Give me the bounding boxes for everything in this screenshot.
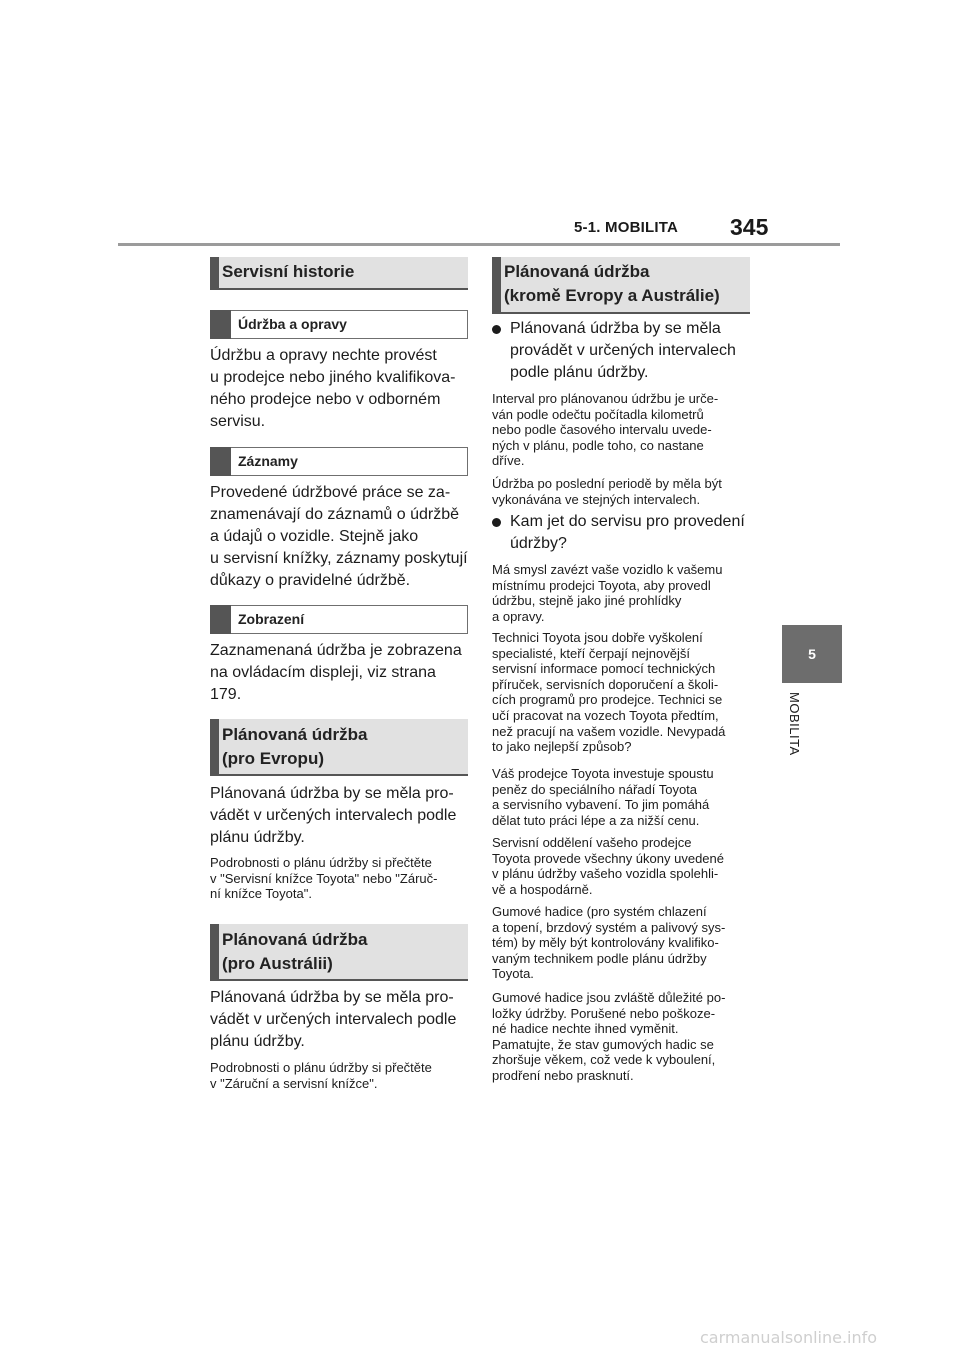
subheading-text: Údržba a opravy <box>238 316 347 332</box>
note-technicians: Technici Toyota jsou dobře vyškolení specialisté, kteří čerpají nejnovější servisní informace pomocí technických příruček, servisních doporučení a školi- cích programů pro prodejce. Technici se učí pracovat na vozech Toyota předtím, než pracují na vašem vozidle. Nevypadá to jako nejlepší způsob? <box>492 630 726 755</box>
heading-text: Plánovaná údržba (kromě Evropy a Austrálie) <box>504 262 720 305</box>
watermark: carmanualsonline.info <box>700 1328 878 1347</box>
note-interval: Interval pro plánovanou údržbu je urče- ván podle odečtu počítadla kilometrů nebo podle časového intervalu uvede- ných v plánu, podle toho, co nastane dříve. <box>492 391 719 469</box>
bullet-item-interval: Plánovaná údržba by se měla provádět v určených intervalech podle plánu údržby. <box>492 318 762 384</box>
heading-servisni-historie <box>210 257 468 290</box>
section-title: 5-1. MOBILITA <box>574 219 678 236</box>
heading-planovana-evropa <box>210 719 468 776</box>
note-tools: Váš prodejce Toyota investuje spoustu peněz do speciálního nářadí Toyota a servisního vybavení. To jim pomáhá dělat tuto práci lépe a za nižší cenu. <box>492 766 714 828</box>
heading-text: Servisní historie <box>222 262 355 281</box>
heading-planovana-australie <box>210 924 468 981</box>
bullet-item-kam-jet: Kam jet do servisu pro provedení údržby? <box>492 511 762 555</box>
subheading-zaznamy <box>210 447 468 476</box>
note-service-department: Servisní oddělení vašeho prodejce Toyota provede všechny úkony uvedené v plánu údržby vašeho vozidla spolehli- vě a hospodárně. <box>492 835 724 897</box>
header-divider <box>118 243 840 246</box>
heading-text: Plánovaná údržba (pro Evropu) <box>222 725 368 768</box>
subheading-text: Zobrazení <box>238 611 305 627</box>
paragraph-records: Provedené údržbové práce se za- znamenávají do záznamů o údržbě a údajů o vozidle. Stejně jako u servisní knížky, záznamy poskytují důkazy o pravidelné údržbě. <box>210 484 468 589</box>
chapter-label <box>784 692 806 772</box>
page-number: 345 <box>730 214 769 240</box>
chapter-label-text: MOBILITA <box>787 692 802 756</box>
subheading-udrzba-opravy <box>210 310 468 339</box>
note-local-dealer: Má smysl zavézt vaše vozidlo k vašemu místnímu prodejci Toyota, aby provedl údržbu, stejně jako jiné prohlídky a opravy. <box>492 562 723 624</box>
subheading-zobrazeni <box>210 605 468 634</box>
bullet-icon <box>492 518 501 527</box>
heading-text: Plánovaná údržba (pro Austrálii) <box>222 930 368 973</box>
paragraph-australia: Plánovaná údržba by se měla pro- vádět v určených intervalech podle plánu údržby. <box>210 989 457 1050</box>
note-last-period: Údržba po poslední periodě by měla být vykonávána ve stejných intervalech. <box>492 476 722 507</box>
note-australia: Podrobnosti o plánu údržby si přečtěte v "Záruční a servisní knížce". <box>210 1060 432 1091</box>
bullet-icon <box>492 325 501 334</box>
paragraph-europe: Plánovaná údržba by se měla pro- vádět v určených intervalech podle plánu údržby. <box>210 785 457 846</box>
subheading-text: Záznamy <box>238 453 298 469</box>
note-hose-importance: Gumové hadice jsou zvláště důležité po- ložky údržby. Porušené nebo poškoze- né hadice nechte ihned vyměnit. Pamatujte, že stav gumových hadic se zhoršuje věkem, což vede k vyboulení, prodření nebo prasknutí. <box>492 990 726 1083</box>
note-europe: Podrobnosti o plánu údržby si přečtěte v "Servisní knížce Toyota" nebo "Záruč- ní knížce Toyota". <box>210 855 438 902</box>
note-rubber-hoses: Gumové hadice (pro systém chlazení a topení, brzdový systém a palivový sys- tém) by měly být kontrolovány kvalifiko- vaným technikem podle plánu údržby Toyota. <box>492 904 726 982</box>
heading-planovana-ostatni <box>492 257 750 314</box>
paragraph-repairs: Údržbu a opravy nechte provést u prodejce nebo jiného kvalifikova- ného prodejce nebo v odborném servisu. <box>210 347 456 430</box>
paragraph-display: Zaznamenaná údržba je zobrazena na ovládacím displeji, viz strana 179. <box>210 642 462 703</box>
chapter-tab[interactable]: 5 <box>782 625 842 683</box>
